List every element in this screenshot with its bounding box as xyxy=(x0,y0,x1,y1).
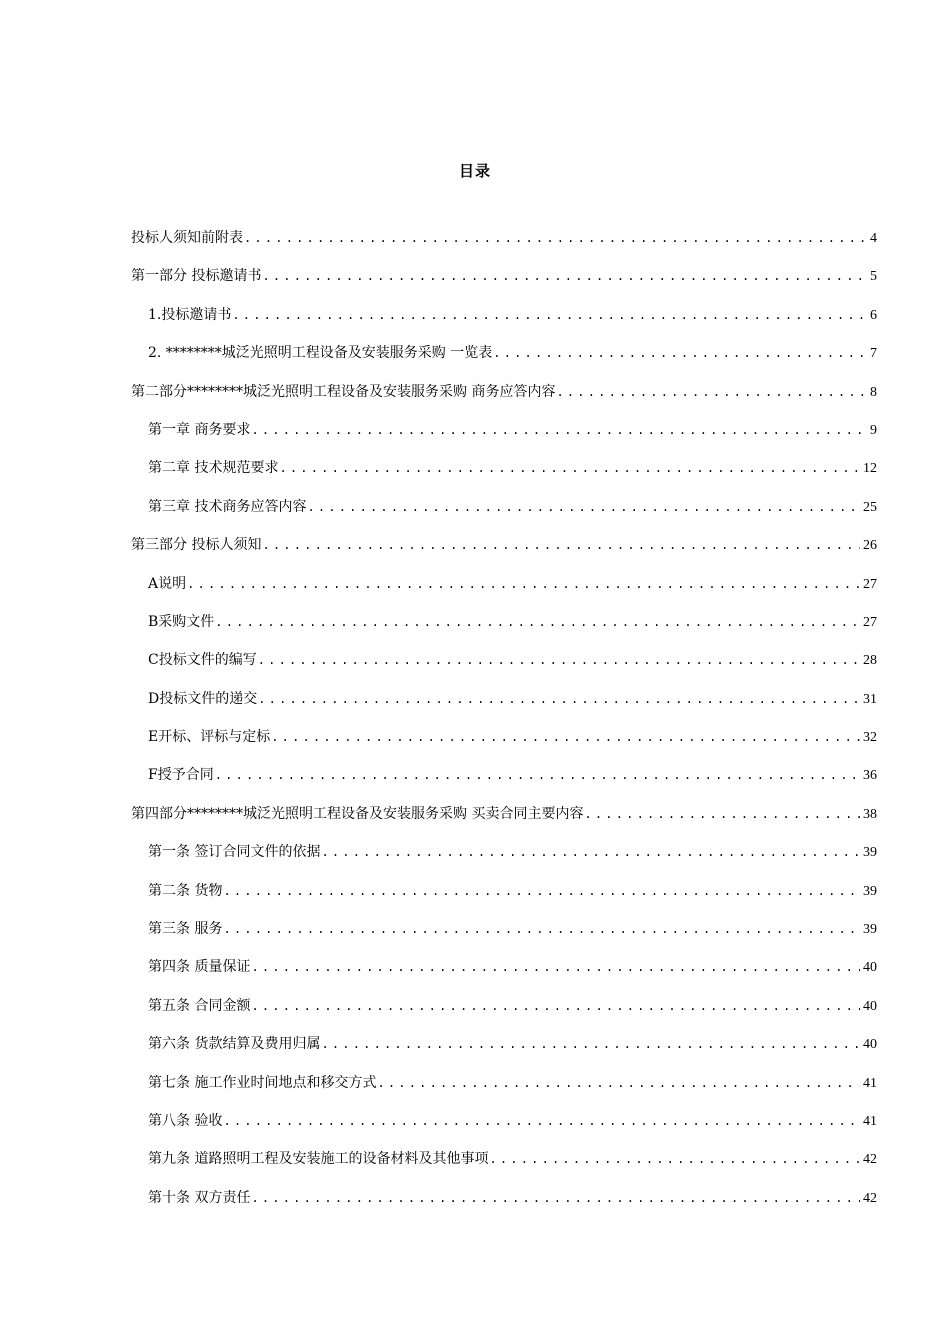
toc-dot-leader xyxy=(251,417,867,443)
toc-entry-label: 第六条 货款结算及费用归属 xyxy=(148,1036,321,1053)
toc-entry[interactable] xyxy=(131,1031,877,1069)
toc-dot-leader xyxy=(262,263,867,289)
toc-entry-label: 第一章 商务要求 xyxy=(148,421,251,438)
toc-entry-label: 第三条 服务 xyxy=(148,921,223,938)
toc-entry-label: 第五条 合同金额 xyxy=(148,997,251,1014)
toc-dot-leader xyxy=(556,379,867,405)
toc-entry[interactable] xyxy=(131,1146,877,1184)
toc-entry[interactable] xyxy=(131,993,877,1031)
toc-entry-label: A说明 xyxy=(148,575,187,592)
toc-entry-label: 第十条 双方责任 xyxy=(148,1189,251,1206)
toc-entry[interactable] xyxy=(131,302,877,340)
toc-entry[interactable] xyxy=(131,1108,877,1146)
toc-entry-label: B采购文件 xyxy=(148,613,215,630)
toc-entry-label: F授予合同 xyxy=(148,767,214,784)
toc-page-number: 42 xyxy=(863,1190,877,1206)
toc-page-number: 36 xyxy=(863,768,877,784)
toc-entry[interactable] xyxy=(131,916,877,954)
toc-entry-label: 2. ********城泛光照明工程设备及安装服务采购 一览表 xyxy=(148,345,493,362)
toc-entry-label: 1.投标邀请书 xyxy=(148,306,232,323)
toc-dot-leader xyxy=(223,1108,860,1134)
toc-dot-leader xyxy=(321,839,860,865)
toc-entry[interactable] xyxy=(131,801,877,839)
toc-page-number: 8 xyxy=(870,384,877,400)
toc-dot-leader xyxy=(321,1031,860,1057)
toc-page-number: 6 xyxy=(870,307,877,323)
toc-dot-leader xyxy=(251,954,860,980)
toc-page-number: 27 xyxy=(863,614,877,630)
toc-entry[interactable] xyxy=(131,455,877,493)
toc-page-number: 9 xyxy=(870,422,877,438)
toc-entry-label: E开标、评标与定标 xyxy=(148,729,271,746)
toc-entry[interactable] xyxy=(131,724,877,762)
page-title: 目录 xyxy=(458,162,491,180)
toc-entry[interactable] xyxy=(131,609,877,647)
toc-dot-leader xyxy=(187,571,860,597)
toc-page-number: 41 xyxy=(863,1113,877,1129)
toc-entry[interactable] xyxy=(131,762,877,800)
toc-entry-label: 第二条 货物 xyxy=(148,882,223,899)
toc-dot-leader xyxy=(279,455,860,481)
toc-dot-leader xyxy=(215,762,860,788)
table-of-contents xyxy=(131,225,877,1223)
toc-entry-label: 第四部分********城泛光照明工程设备及安装服务采购 买卖合同主要内容 xyxy=(131,805,584,822)
toc-dot-leader xyxy=(251,1185,860,1211)
toc-page-number: 7 xyxy=(870,346,877,362)
toc-dot-leader xyxy=(251,993,860,1019)
toc-page-number: 41 xyxy=(863,1075,877,1091)
toc-dot-leader xyxy=(258,647,860,673)
toc-page-number: 39 xyxy=(863,922,877,938)
toc-entry-label: 第三部分 投标人须知 xyxy=(131,537,262,554)
toc-dot-leader xyxy=(307,494,860,520)
toc-dot-leader xyxy=(244,225,867,251)
toc-entry-label: C投标文件的编写 xyxy=(148,652,257,669)
toc-entry[interactable] xyxy=(131,379,877,417)
toc-page-number: 31 xyxy=(863,691,877,707)
toc-page-number: 25 xyxy=(863,499,877,515)
toc-page-number: 27 xyxy=(863,576,877,592)
toc-dot-leader xyxy=(215,609,860,635)
toc-dot-leader xyxy=(584,801,860,827)
toc-page-number: 5 xyxy=(870,269,877,285)
toc-entry-label: D投标文件的递交 xyxy=(148,690,258,707)
toc-entry[interactable] xyxy=(131,647,877,685)
toc-page-number: 38 xyxy=(863,806,877,822)
toc-dot-leader xyxy=(489,1146,860,1172)
toc-dot-leader xyxy=(223,878,860,904)
toc-page-number: 42 xyxy=(863,1152,877,1168)
toc-page-number: 39 xyxy=(863,883,877,899)
toc-entry[interactable] xyxy=(131,878,877,916)
toc-dot-leader xyxy=(377,1070,860,1096)
toc-entry[interactable] xyxy=(131,263,877,301)
toc-page-number: 32 xyxy=(863,730,877,746)
toc-dot-leader xyxy=(493,340,867,366)
toc-page-number: 4 xyxy=(870,231,877,246)
toc-entry-label: 第二章 技术规范要求 xyxy=(148,460,279,477)
toc-entry[interactable] xyxy=(131,954,877,992)
toc-dot-leader xyxy=(271,724,860,750)
toc-entry[interactable] xyxy=(131,494,877,532)
toc-dot-leader xyxy=(262,532,860,558)
toc-entry[interactable] xyxy=(131,686,877,724)
toc-dot-leader xyxy=(232,302,867,328)
toc-dot-leader xyxy=(258,686,860,712)
toc-page-number: 40 xyxy=(863,1037,877,1053)
toc-entry-label: 投标人须知前附表 xyxy=(131,230,243,246)
toc-entry[interactable] xyxy=(131,571,877,609)
toc-entry-label: 第一条 签订合同文件的依据 xyxy=(148,844,321,861)
toc-page-number: 12 xyxy=(863,461,877,477)
toc-page-number: 26 xyxy=(863,538,877,554)
toc-dot-leader xyxy=(223,916,860,942)
toc-page-number: 39 xyxy=(863,845,877,861)
toc-page-number: 28 xyxy=(863,653,877,669)
toc-page-number: 40 xyxy=(863,960,877,976)
toc-entry-label: 第二部分********城泛光照明工程设备及安装服务采购 商务应答内容 xyxy=(131,383,556,400)
toc-entry-label: 第一部分 投标邀请书 xyxy=(131,268,262,285)
toc-entry-label: 第九条 道路照明工程及安装施工的设备材料及其他事项 xyxy=(148,1151,489,1168)
toc-entry[interactable] xyxy=(131,839,877,877)
toc-entry[interactable] xyxy=(131,340,877,378)
toc-page-number: 40 xyxy=(863,998,877,1014)
toc-entry[interactable] xyxy=(131,1185,877,1223)
toc-entry[interactable] xyxy=(131,532,877,570)
toc-entry[interactable] xyxy=(131,1070,877,1108)
toc-entry[interactable] xyxy=(131,417,877,455)
toc-entry-label: 第四条 质量保证 xyxy=(148,959,251,976)
toc-entry-label: 第八条 验收 xyxy=(148,1112,223,1129)
toc-entry-label: 第三章 技术商务应答内容 xyxy=(148,498,307,515)
toc-entry-label: 第七条 施工作业时间地点和移交方式 xyxy=(148,1074,377,1091)
toc-entry[interactable] xyxy=(131,225,877,263)
